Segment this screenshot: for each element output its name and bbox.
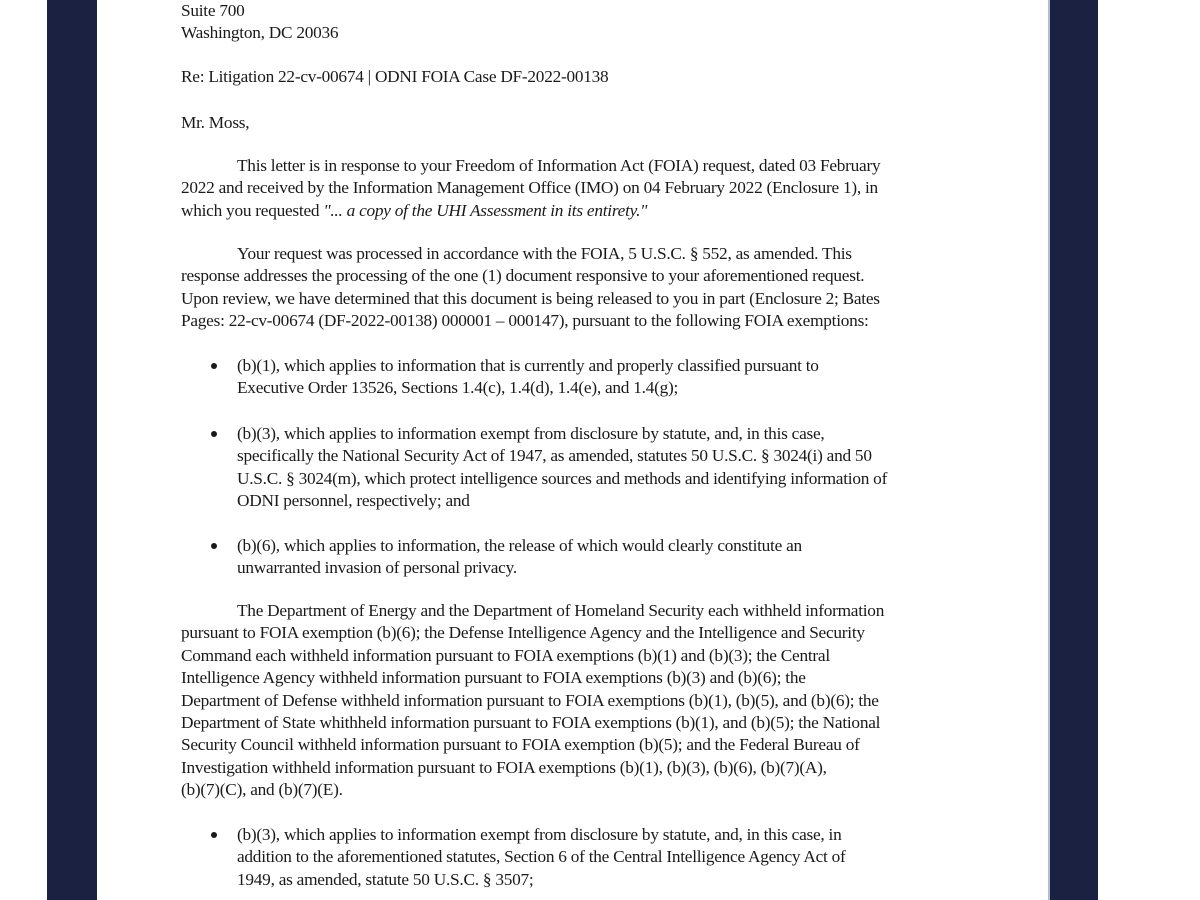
- paragraph-line: Your request was processed in accordance with the FOIA, 5 U.S.C. § 552, as amended. This: [237, 244, 852, 263]
- bullet-icon: [211, 543, 217, 549]
- paragraph-line: The Department of Energy and the Department of Homeland Security each withheld information: [237, 601, 885, 620]
- paragraph-line: Security Council withheld information pursuant to FOIA exemption (b)(5); and the Federal Bureau of: [181, 735, 860, 755]
- bullet-line: specifically the National Security Act of 1947, as amended, statutes 50 U.S.C. § 3024(i) and 50: [237, 446, 872, 466]
- paragraph-line: Pages: 22-cv-00674 (DF-2022-00138) 000001 – 000147), pursuant to the following FOIA exemptions:: [181, 311, 869, 331]
- paragraph-line: Upon review, we have determined that this document is being released to you in part (Enclosure 2; Bates: [181, 288, 880, 308]
- right-frame-border: [1050, 0, 1098, 900]
- bullet-icon: [211, 431, 217, 437]
- request-quote: "... a copy of the UHI Assessment in its entirety.": [323, 200, 648, 220]
- bullet-line: (b)(1), which applies to information that is currently and properly classified pursuant to: [237, 356, 819, 375]
- request-prefix: which you requested: [181, 200, 324, 220]
- bullet-line: U.S.C. § 3024(m), which protect intelligence sources and methods and identifying information of: [237, 468, 888, 488]
- bullet-line: Executive Order 13526, Sections 1.4(c), 1.4(d), 1.4(e), and 1.4(g);: [237, 378, 679, 398]
- paragraph-line: This letter is in response to your Freedom of Information Act (FOIA) request, dated 03 February: [237, 156, 881, 175]
- salutation: Mr. Moss,: [181, 113, 250, 132]
- bullet-line: ODNI personnel, respectively; and: [237, 491, 470, 511]
- paragraph-line: Department of Defense withheld information pursuant to FOIA exemptions (b)(1), (b)(5), and (b)(6); the: [181, 690, 879, 710]
- paragraph-line: Department of State whithheld information pursuant to FOIA exemptions (b)(1), and (b)(5); the National: [181, 713, 881, 733]
- bullet-line: (b)(6), which applies to information, the release of which would clearly constitute an: [237, 536, 802, 555]
- paragraph-line: pursuant to FOIA exemption (b)(6); the Defense Intelligence Agency and the Intelligence and Security: [181, 623, 865, 643]
- paragraph-request: [181, 155, 880, 222]
- bullet-icon: [211, 363, 217, 369]
- paragraph-agencies: [181, 600, 884, 802]
- bullet-line: addition to the aforementioned statutes, Section 6 of the Central Intelligence Agency Act of: [237, 847, 846, 867]
- bullet-line: (b)(3), which applies to information exempt from disclosure by statute, and, in this case,: [237, 424, 825, 443]
- subject-line: Re: Litigation 22-cv-00674 | ODNI FOIA Case DF-2022-00138: [181, 67, 609, 86]
- left-frame-border: [47, 0, 97, 900]
- paragraph-line: (b)(7)(C), and (b)(7)(E).: [181, 780, 343, 800]
- bullet-line: 1949, as amended, statute 50 U.S.C. § 3507;: [237, 869, 534, 889]
- bullet-line: unwarranted invasion of personal privacy.: [237, 558, 517, 578]
- paragraph-line: Investigation withheld information pursuant to FOIA exemptions (b)(1), (b)(3), (b)(6), (b)(7)(A),: [181, 757, 827, 777]
- paragraph-line: [181, 200, 880, 222]
- bullet-icon: [211, 832, 217, 838]
- paragraph-processing: [181, 243, 880, 333]
- address-line-2: Washington, DC 20036: [181, 23, 339, 42]
- paragraph-line: Intelligence Agency withheld information pursuant to FOIA exemptions (b)(3) and (b)(6); the: [181, 668, 806, 688]
- address-line-1: Suite 700: [181, 1, 245, 20]
- paragraph-line: Command each withheld information pursuant to FOIA exemptions (b)(1) and (b)(3); the Central: [181, 645, 830, 665]
- paragraph-line: 2022 and received by the Information Management Office (IMO) on 04 February 2022 (Enclosure 1), in: [181, 178, 878, 198]
- bullet-line: (b)(3), which applies to information exempt from disclosure by statute, and, in this case, in: [237, 825, 842, 844]
- paragraph-line: response addresses the processing of the one (1) document responsive to your aforementioned request.: [181, 266, 865, 286]
